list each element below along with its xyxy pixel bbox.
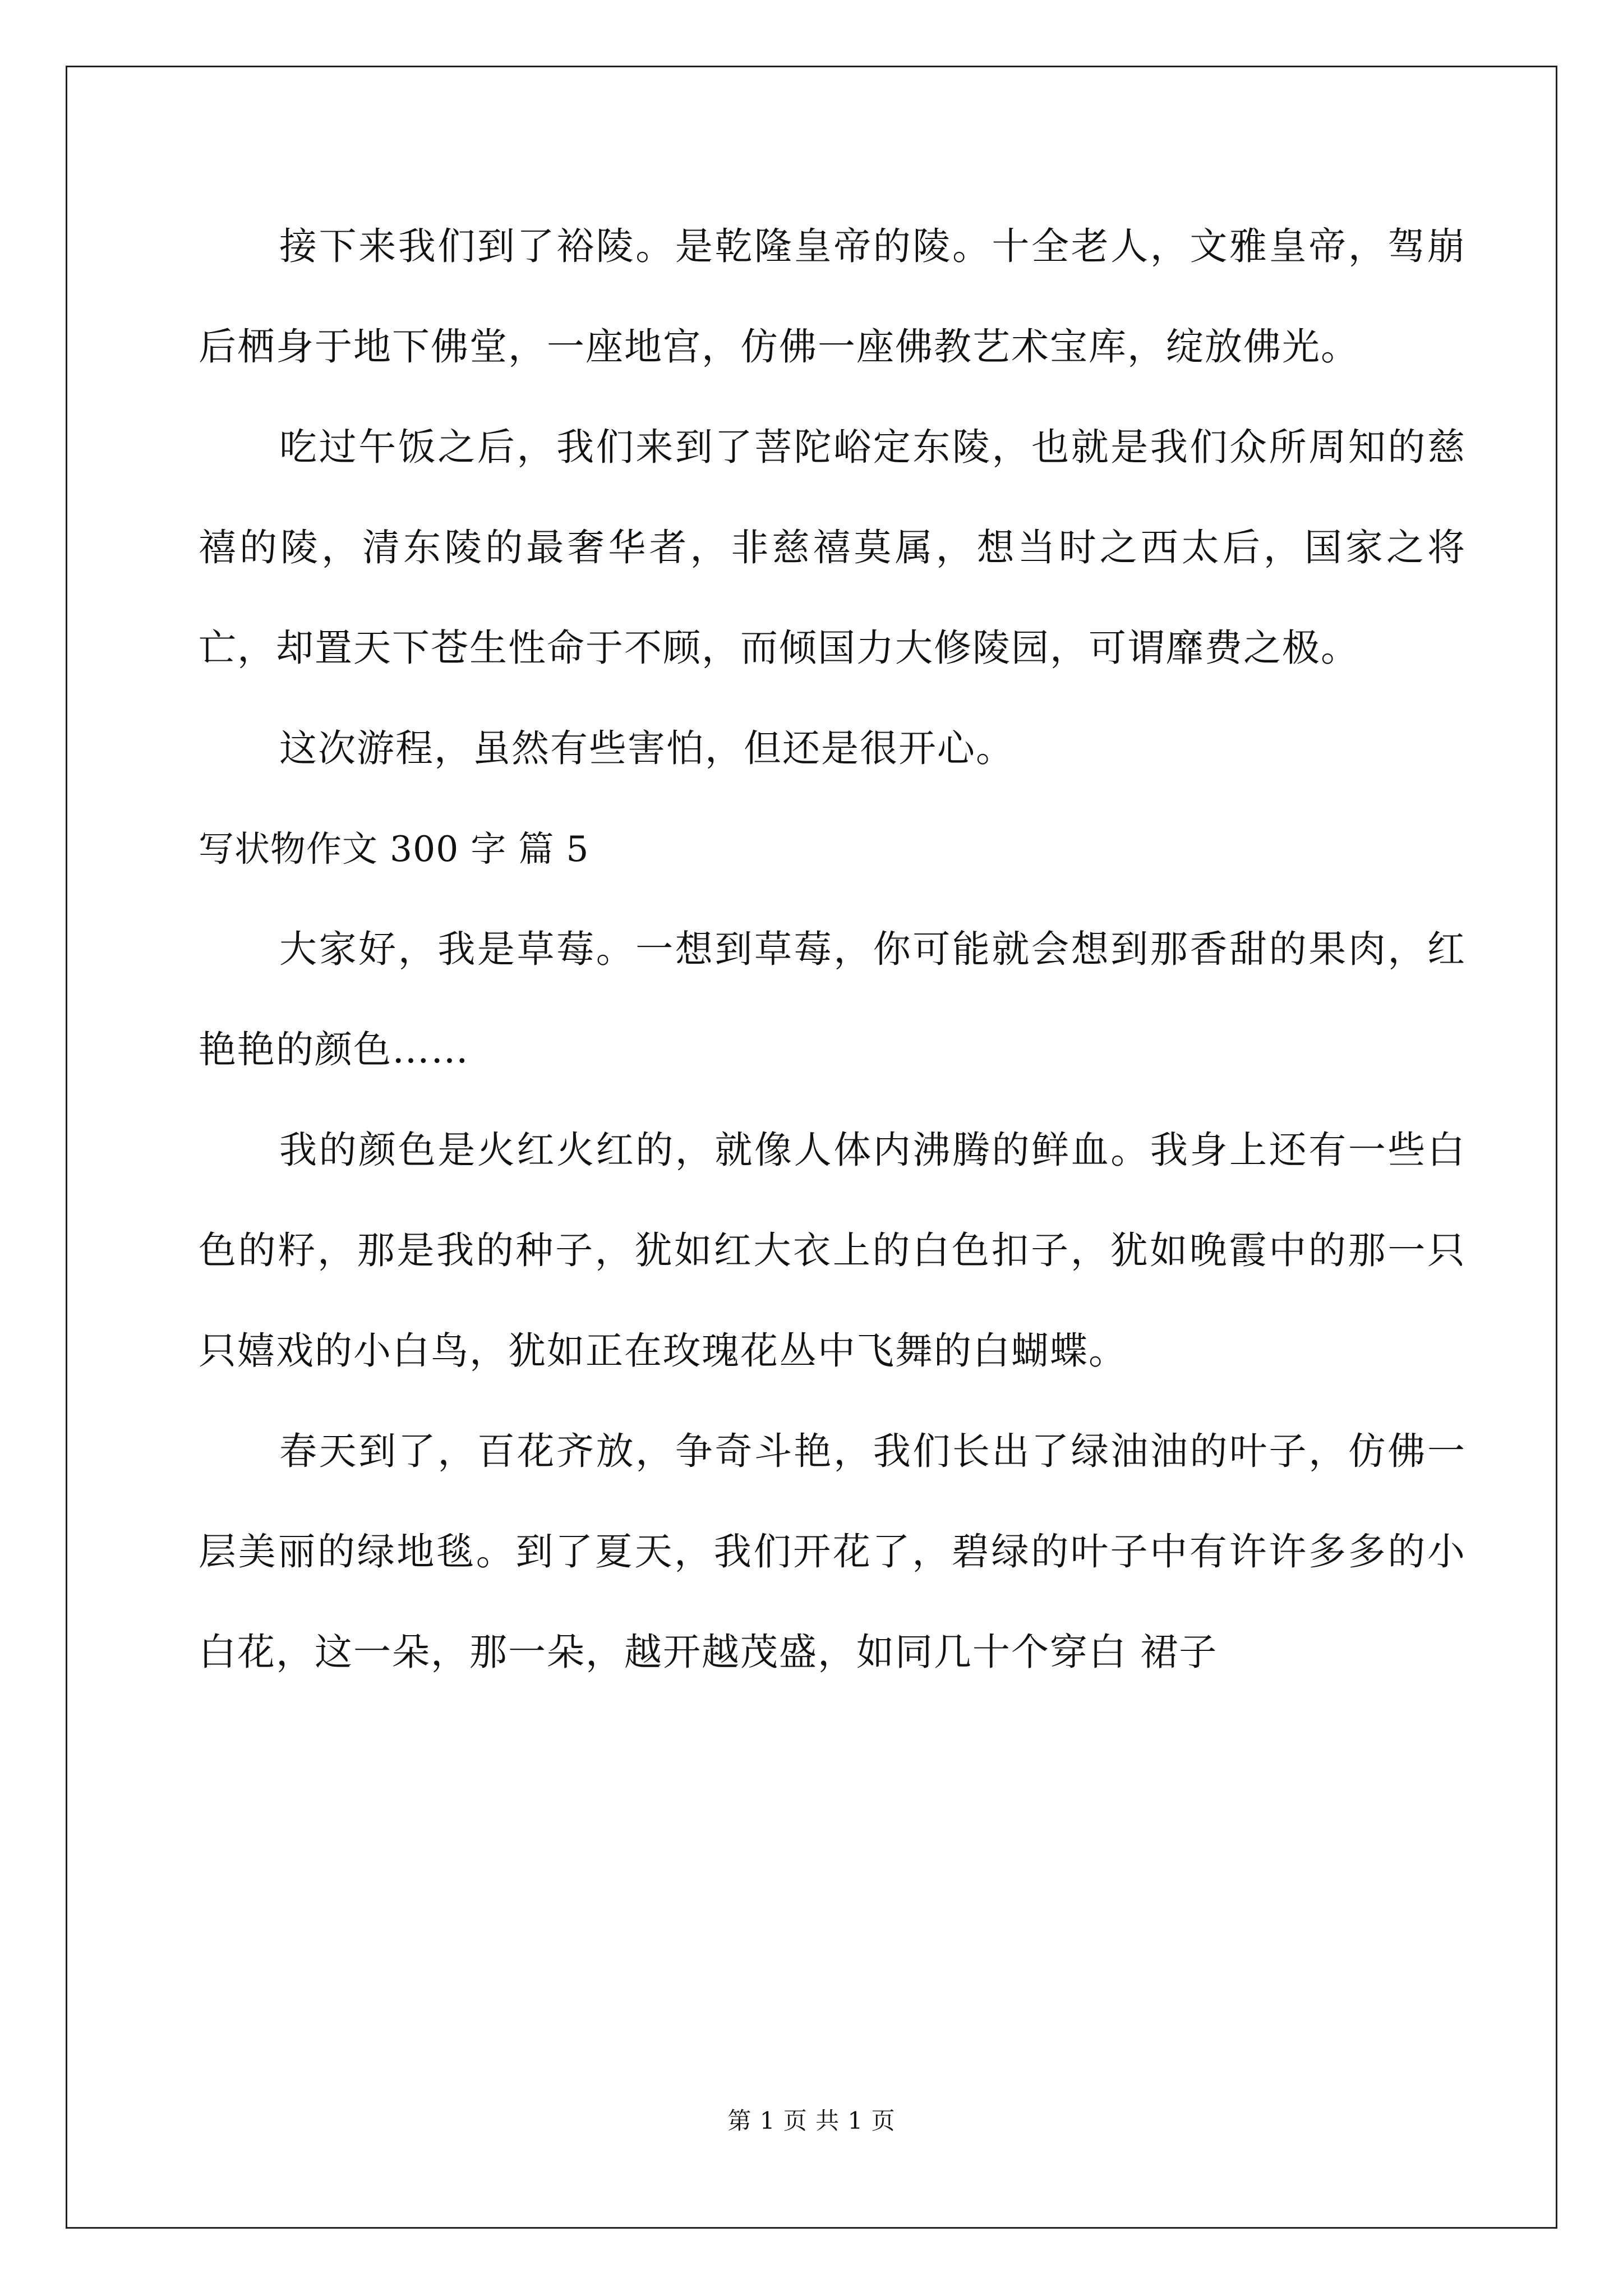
paragraph: 我的颜色是火红火红的，就像人体内沸腾的鲜血。我身上还有一些白色的籽，那是我的种子，犹如红大衣上的白色扣子，犹如晚霞中的那一只只嬉戏的小白鸟，犹如正在玫瑰花丛中飞舞的白蝴蝶。 bbox=[199, 1128, 1466, 1373]
paragraph: 春天到了，百花齐放，争奇斗艳，我们长出了绿油油的叶子，仿佛一层美丽的绿地毯。到了夏天，我们开花了，碧绿的叶子中有许许多多的小白花，这一朵，那一朵，越开越茂盛，如同几十个穿白 裙子 bbox=[199, 1429, 1466, 1674]
paragraph: 吃过午饭之后，我们来到了菩陀峪定东陵，也就是我们众所周知的慈禧的陵，清东陵的最奢华者，非慈禧莫属，想当时之西太后，国家之将亡，却置天下苍生性命于不顾，而倾国力大修陵园，可谓靡费之极。 bbox=[199, 425, 1466, 670]
paragraph: 大家好，我是草莓。一想到草莓，你可能就会想到那香甜的果肉，红艳艳的颜色…… bbox=[199, 927, 1466, 1071]
section-heading: 写状物作文 300 字 篇 5 bbox=[199, 829, 589, 869]
page-footer: 第 1 页 共 1 页 bbox=[727, 2107, 896, 2134]
paragraph: 接下来我们到了裕陵。是乾隆皇帝的陵。十全老人，文雅皇帝，驾崩后栖身于地下佛堂，一座地宫，仿佛一座佛教艺术宝库，绽放佛光。 bbox=[199, 224, 1466, 369]
document-body bbox=[199, 196, 1466, 1703]
paragraph: 这次游程，虽然有些害怕，但还是很开心。 bbox=[279, 726, 1015, 770]
